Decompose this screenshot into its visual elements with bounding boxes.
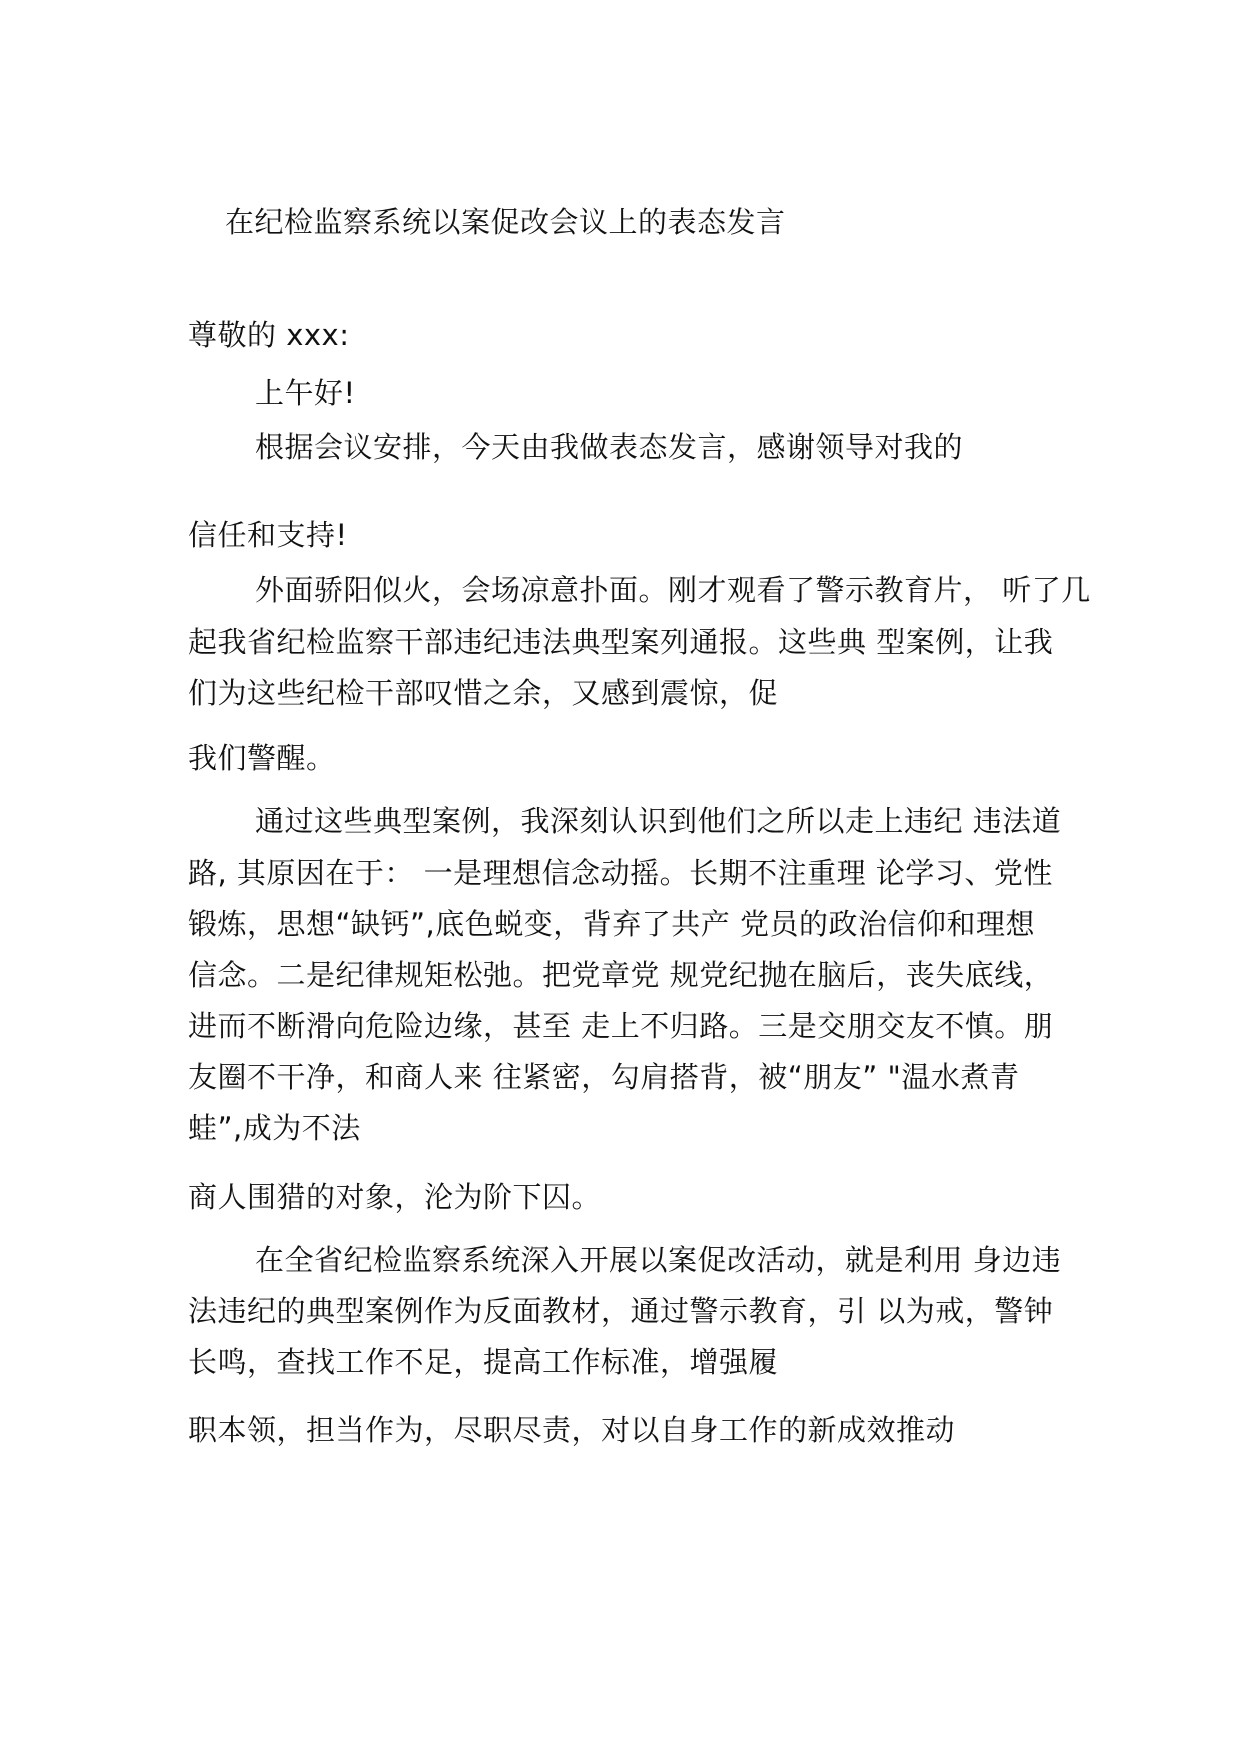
paragraph-line: 们为这些纪检干部叹惜之余，又感到震惊，促 — [188, 676, 779, 710]
paragraph-line: 路, 其原因在于： 一是理想信念动摇。长期不注重理 论学习、党性 — [188, 856, 1053, 890]
paragraph-line: 进而不断滑向危险边缘，甚至 走上不归路。三是交朋交友不慎。朋 — [188, 1009, 1054, 1043]
paragraph-line: 根据会议安排，今天由我做表态发言，感谢领导对我的 — [255, 430, 964, 464]
paragraph-line: 起我省纪检监察干部违纪违法典型案列通报。这些典 型案例，让我 — [188, 625, 1054, 659]
paragraph-line: 长鸣，查找工作不足，提高工作标准，增强履 — [188, 1345, 779, 1379]
paragraph-line: 信念。二是纪律规矩松弛。把党章党 规党纪抛在脑后，丧失底线， — [188, 958, 1054, 992]
salutation: 尊敬的 xxx: — [188, 318, 350, 352]
document-title: 在纪检监察系统以案促改会议上的表态发言 — [225, 205, 786, 239]
paragraph-line: 蛙”,成为不法 — [188, 1111, 361, 1145]
paragraph-line: 职本领，担当作为，尽职尽责，对以自身工作的新成效推动 — [188, 1413, 956, 1447]
paragraph-line: 外面骄阳似火，会场凉意扑面。刚才观看了警示教育片， 听了几 — [255, 573, 1091, 607]
paragraph-line: 法违纪的典型案例作为反面教材，通过警示教育，引 以为戒，警钟 — [188, 1294, 1054, 1328]
paragraph-line: 通过这些典型案例，我深刻认识到他们之所以走上违纪 违法道 — [255, 804, 1062, 838]
paragraph-line: 锻炼，思想“缺钙”,底色蜕变，背弃了共产 党员的政治信仰和理想 — [188, 907, 1035, 941]
greeting: 上午好! — [255, 376, 356, 410]
paragraph-line: 在全省纪检监察系统深入开展以案促改活动，就是利用 身边违 — [255, 1243, 1062, 1277]
paragraph-line: 我们警醒。 — [188, 741, 336, 775]
paragraph-line: 信任和支持! — [188, 518, 348, 552]
paragraph-line: 友圈不干净，和商人来 往紧密，勾肩搭背，被“朋友” "温水煮青 — [188, 1060, 1020, 1094]
paragraph-line: 商人围猎的对象，沦为阶下囚。 — [188, 1180, 602, 1214]
